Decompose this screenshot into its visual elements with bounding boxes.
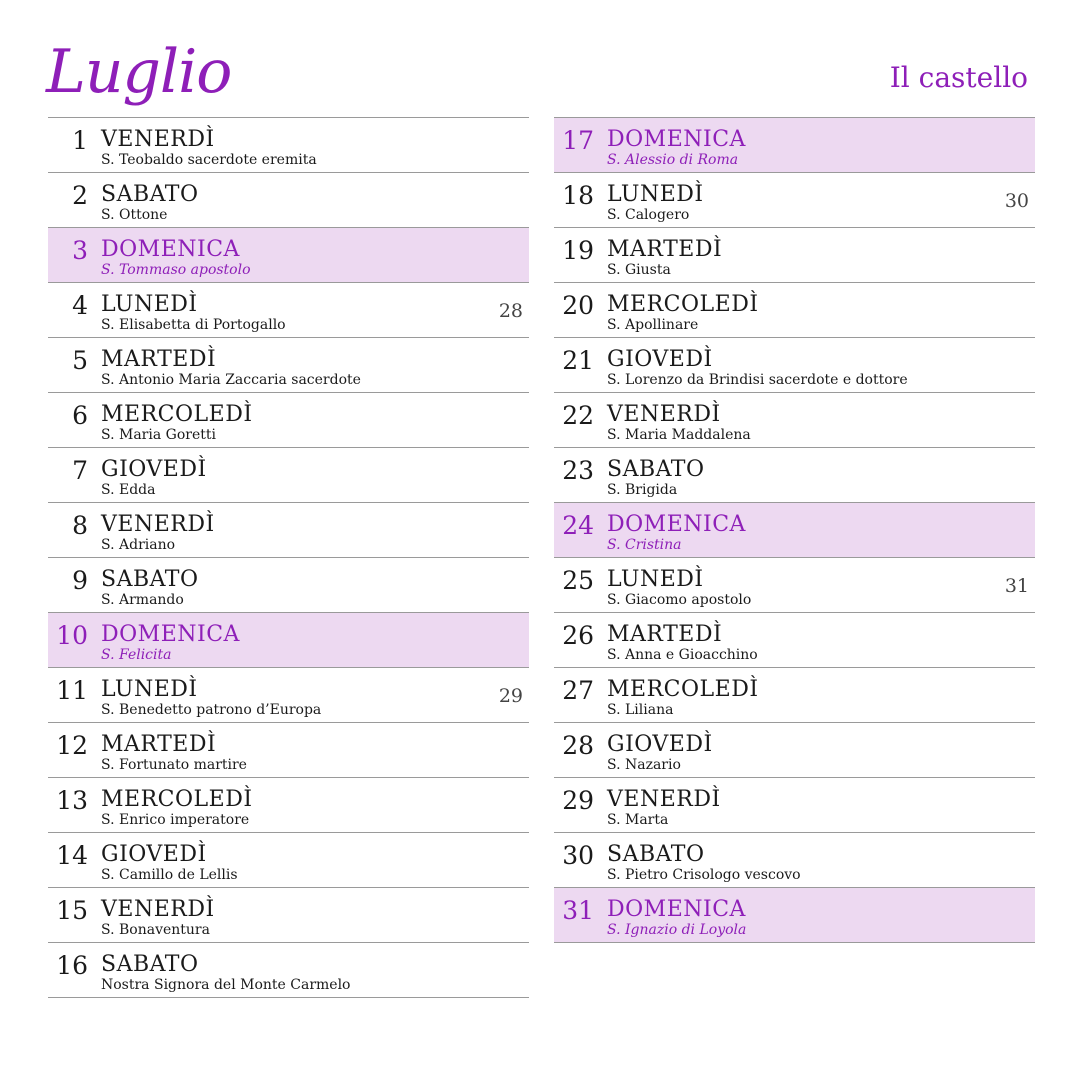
saint-name: S. Liliana (607, 702, 674, 718)
day-row (554, 393, 1035, 448)
day-number: 4 (72, 291, 88, 320)
day-name: VENERDÌ (101, 512, 215, 537)
day-number: 29 (562, 786, 594, 815)
day-name: DOMENICA (607, 512, 746, 537)
saint-name: S. Enrico imperatore (101, 812, 250, 828)
day-number: 31 (562, 896, 594, 925)
saint-name: S. Ottone (101, 207, 168, 223)
day-number: 24 (562, 511, 594, 540)
sunday-row (554, 888, 1035, 943)
day-name: MARTEDÌ (101, 347, 217, 372)
day-name: DOMENICA (101, 622, 240, 647)
saint-name: S. Maria Maddalena (607, 427, 751, 443)
saint-name: S. Elisabetta di Portogallo (101, 317, 286, 333)
day-name: VENERDÌ (607, 787, 721, 812)
sunday-row (554, 503, 1035, 558)
day-name: MERCOLEDÌ (101, 402, 253, 427)
saint-name: S. Benedetto patrono d’Europa (101, 702, 322, 718)
day-number: 12 (56, 731, 88, 760)
day-name: LUNEDÌ (607, 567, 704, 592)
saint-name: S. Ignazio di Loyola (607, 922, 747, 938)
week-number: 31 (1004, 575, 1029, 597)
day-row (48, 503, 529, 558)
day-number: 1 (72, 126, 88, 155)
day-number: 6 (72, 401, 88, 430)
day-number: 26 (562, 621, 594, 650)
saint-name: S. Calogero (607, 207, 690, 223)
day-name: GIOVEDÌ (101, 457, 207, 482)
page-title: Luglio (46, 37, 232, 107)
saint-name: S. Armando (101, 592, 184, 608)
day-row (554, 283, 1035, 338)
day-number: 8 (72, 511, 88, 540)
day-name: VENERDÌ (101, 897, 215, 922)
saint-name: S. Lorenzo da Brindisi sacerdote e dottore (607, 372, 908, 388)
day-name: SABATO (607, 842, 705, 867)
day-row (48, 173, 529, 228)
day-row (48, 283, 529, 338)
day-name: MARTEDÌ (101, 732, 217, 757)
saint-name: S. Camillo de Lellis (101, 867, 238, 883)
day-row (554, 228, 1035, 283)
saint-name: S. Cristina (607, 537, 682, 553)
calendar-column-left (48, 117, 529, 998)
day-name: LUNEDÌ (101, 292, 198, 317)
day-name: DOMENICA (607, 897, 746, 922)
day-row (48, 778, 529, 833)
day-name: MERCOLEDÌ (607, 292, 759, 317)
day-number: 14 (56, 841, 88, 870)
saint-name: S. Antonio Maria Zaccaria sacerdote (101, 372, 361, 388)
calendar-column-right (554, 117, 1035, 943)
day-row (554, 833, 1035, 888)
sunday-row (48, 613, 529, 668)
saint-name: S. Giusta (607, 262, 671, 278)
day-name: SABATO (101, 182, 199, 207)
day-row (554, 448, 1035, 503)
day-name: LUNEDÌ (607, 182, 704, 207)
saint-name: S. Apollinare (607, 317, 699, 333)
saint-name: S. Giacomo apostolo (607, 592, 752, 608)
day-name: MARTEDÌ (607, 622, 723, 647)
day-number: 30 (562, 841, 594, 870)
day-row (554, 723, 1035, 778)
day-name: MARTEDÌ (607, 237, 723, 262)
day-number: 27 (562, 676, 594, 705)
saint-name: S. Edda (101, 482, 156, 498)
day-number: 5 (72, 346, 88, 375)
day-row (48, 668, 529, 723)
day-name: LUNEDÌ (101, 677, 198, 702)
day-number: 15 (56, 896, 88, 925)
day-name: SABATO (101, 952, 199, 977)
day-number: 20 (562, 291, 594, 320)
day-row (48, 723, 529, 778)
day-row (48, 833, 529, 888)
day-name: VENERDÌ (607, 402, 721, 427)
day-number: 18 (562, 181, 594, 210)
day-number: 7 (72, 456, 88, 485)
day-number: 11 (56, 676, 88, 705)
day-row (554, 558, 1035, 613)
saint-name: S. Tommaso apostolo (101, 262, 251, 278)
day-name: MERCOLEDÌ (101, 787, 253, 812)
day-row (48, 338, 529, 393)
day-number: 25 (562, 566, 594, 595)
day-name: VENERDÌ (101, 127, 215, 152)
saint-name: S. Pietro Crisologo vescovo (607, 867, 801, 883)
day-name: GIOVEDÌ (607, 347, 713, 372)
day-row (48, 558, 529, 613)
day-row (48, 943, 529, 998)
day-row (554, 338, 1035, 393)
week-number: 29 (498, 685, 523, 707)
day-number: 13 (56, 786, 88, 815)
sunday-row (554, 118, 1035, 173)
day-row (554, 613, 1035, 668)
day-number: 28 (562, 731, 594, 760)
week-number: 30 (1004, 190, 1029, 212)
day-name: GIOVEDÌ (101, 842, 207, 867)
day-row (48, 888, 529, 943)
saint-name: S. Brigida (607, 482, 678, 498)
day-name: GIOVEDÌ (607, 732, 713, 757)
saint-name: S. Adriano (101, 537, 176, 553)
day-name: SABATO (101, 567, 199, 592)
saint-name: S. Marta (607, 812, 669, 828)
day-number: 17 (562, 126, 594, 155)
saint-name: S. Teobaldo sacerdote eremita (101, 152, 317, 168)
saint-name: S. Anna e Gioacchino (607, 647, 758, 663)
day-name: MERCOLEDÌ (607, 677, 759, 702)
day-number: 22 (562, 401, 594, 430)
saint-name: Nostra Signora del Monte Carmelo (101, 977, 351, 993)
saint-name: S. Felicita (101, 647, 172, 663)
day-row (48, 118, 529, 173)
saint-name: S. Fortunato martire (101, 757, 247, 773)
day-number: 19 (562, 236, 594, 265)
week-number: 28 (498, 300, 523, 322)
day-number: 21 (562, 346, 594, 375)
saint-name: S. Maria Goretti (101, 427, 216, 443)
day-number: 3 (72, 236, 88, 265)
saint-name: S. Nazario (607, 757, 681, 773)
day-number: 23 (562, 456, 594, 485)
day-name: DOMENICA (607, 127, 746, 152)
page-subtitle: Il castello (889, 61, 1028, 94)
day-row (554, 173, 1035, 228)
day-number: 16 (56, 951, 88, 980)
day-number: 9 (72, 566, 88, 595)
day-number: 2 (72, 181, 88, 210)
day-name: SABATO (607, 457, 705, 482)
sunday-row (48, 228, 529, 283)
day-name: DOMENICA (101, 237, 240, 262)
day-row (48, 448, 529, 503)
day-row (48, 393, 529, 448)
saint-name: S. Alessio di Roma (607, 152, 739, 168)
day-number: 10 (56, 621, 88, 650)
day-row (554, 668, 1035, 723)
saint-name: S. Bonaventura (101, 922, 210, 938)
day-row (554, 778, 1035, 833)
